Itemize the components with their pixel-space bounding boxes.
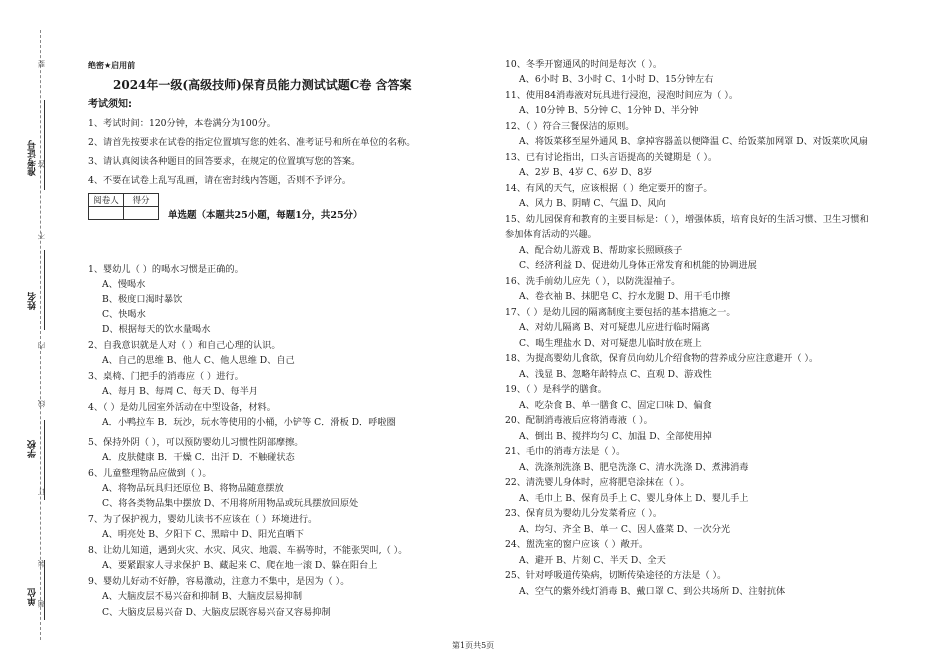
question-options: A、风力 B、阴晴 C、气温 D、风向 (519, 198, 666, 209)
question-options: A、洗涤剂洗涤 B、肥皂洗涤 C、清水洗涤 D、煮沸消毒 (519, 462, 749, 473)
question-stem: 14、有风的天气，应该根据（ ）绝定要开的窗子。 (505, 183, 713, 194)
seal-mark: 题 (37, 600, 46, 608)
seal-mark: 内 (37, 342, 46, 350)
question-options: A、要紧跟家人寻求保护 B、藏起来 C、爬在地一滚 D、躲在阳台上 (102, 560, 378, 571)
question-options: A、2岁 B、4岁 C、6岁 D、8岁 (519, 167, 653, 178)
secret-label: 绝密★启用前 (88, 61, 136, 70)
question-options: A、每月 B、每周 C、每天 D、每半月 (102, 386, 258, 397)
question-stem: 11、使用84消毒液对玩具进行浸泡，浸泡时间应为（ ）。 (505, 90, 739, 101)
question-options: A、卷衣袖 B、抹肥皂 C、拧水龙腿 D、用干毛巾擦 (519, 291, 731, 302)
question-stem: 3、桌椅、门把手的消毒应（ ）进行。 (88, 371, 244, 382)
question-options: A、将物品玩具归还原位 B、将物品随意摆放 (102, 483, 284, 494)
question-options: 参加体育活动的兴趣。 (505, 229, 597, 240)
question-stem: 24、盥洗室的窗户应该（ ）敞开。 (505, 539, 649, 550)
unit-label: 单位 (28, 588, 38, 606)
seal-mark: 装 (37, 560, 46, 568)
question-options: A、均匀、齐全 B、单一 C、因人盛菜 D、一次分光 (519, 524, 731, 535)
question-stem: 19、（ ）是科学的膳食。 (505, 384, 607, 395)
question-stem: 23、保育员为婴幼儿分发菜肴应（ ）。 (505, 508, 663, 519)
name-label: 姓名 (28, 292, 38, 310)
name-underline (44, 250, 45, 330)
seal-mark: 答 (37, 160, 46, 168)
question-stem: 22、清洗婴儿身体时，应将肥皂涂抹在（ ）。 (505, 477, 690, 488)
grader-table (88, 193, 159, 220)
score-cell: 得分 (124, 194, 159, 207)
question-options: A、避开 B、片刻 C、半天 D、全天 (519, 555, 666, 566)
binding-margin (0, 0, 62, 671)
question-stem: 17、（ ）是幼儿园的隔离制度主要包括的基本措施之一。 (505, 307, 736, 318)
school-label: 学校 (28, 440, 38, 458)
question-stem: 13、已有讨论指出，口头言语提高的关键期是（ ）。 (505, 152, 718, 163)
seal-line (40, 30, 41, 640)
question-stem: 5、保持外阴（ ），可以预防婴幼儿习惯性阴部摩擦。 (88, 437, 304, 448)
question-stem: 10、冬季开窗通风的时间是每次（ ）。 (505, 59, 663, 70)
question-stem: 1、婴幼儿（ ）的喝水习惯是正确的。 (88, 264, 244, 275)
instruction-item: 4、不要在试卷上乱写乱画，请在密封线内答题，否则不予评分。 (88, 175, 352, 186)
question-stem: 25、针对呼吸道传染病，切断传染途径的方法是（ ）。 (505, 570, 727, 581)
instructions-title: 考试须知: (88, 99, 132, 110)
exam-id-underline (44, 100, 45, 190)
question-options: A、6小时 B、3小时 C、1小时 D、15分钟左右 (519, 74, 714, 85)
question-options: A、浅显 B、忽略年龄特点 C、直观 D、游戏性 (519, 369, 712, 380)
question-options: A、吃杂食 B、单一膳食 C、固定口味 D、偏食 (519, 400, 712, 411)
page-footer: 第1页共5页 (452, 641, 495, 650)
question-options: A、慢喝水 (102, 279, 146, 290)
grader-input-cell[interactable] (89, 207, 124, 220)
question-options: D、根据每天的饮水量喝水 (102, 324, 211, 335)
question-stem: 4、（ ）是幼儿园室外活动在中型设备，材料。 (88, 402, 276, 413)
instruction-item: 1、考试时间：120分钟，本卷满分为100分。 (88, 118, 276, 129)
question-stem: 15、幼儿园保育和教育的主要目标是：（ ），增强体质，培育良好的生活习惯、卫生习惯和 (505, 214, 869, 225)
question-options: A、将饭菜移至屋外通风 B、拿掉容器盖以便降温 C、给饭菜加网罩 D、对饭菜吹风扇 (519, 136, 868, 147)
question-options: C、经济利益 D、促进幼儿身体正常发育和机能的协调进展 (519, 260, 757, 271)
instruction-item: 3、请认真阅读各种题目的回答要求，在规定的位置填写您的答案。 (88, 156, 361, 167)
exam-id-label: 准考证号 (28, 140, 38, 176)
question-options: A、空气的紫外线灯消毒 B、戴口罩 C、到公共场所 D、注射抗体 (519, 586, 786, 597)
question-options: A、倒出 B、搅拌均匀 C、加温 D、全部使用掉 (519, 431, 712, 442)
question-options: C、喝生理盐水 D、对可疑患儿临时放在班上 (519, 338, 702, 349)
question-stem: 20、配制消毒液后应将消毒液（ ）。 (505, 415, 653, 426)
question-options: A、对幼儿隔离 B、对可疑患儿应进行临时隔离 (519, 322, 710, 333)
question-stem: 8、让幼儿知道，遇到火灾、水灾、风灾、地震、车祸等时，不能张哭叫,（ ）。 (88, 545, 408, 556)
question-options: A．皮肤健康 B．干燥 C．出汗 D．不触碰状态 (102, 452, 295, 463)
question-options: B、极度口渴时暴饮 (102, 294, 183, 305)
question-options: C、快喝水 (102, 309, 146, 320)
seal-mark: 要 (37, 60, 46, 68)
seal-mark: 线 (37, 400, 46, 408)
score-input-cell[interactable] (124, 207, 159, 220)
unit-underline (44, 560, 45, 620)
question-stem: 12、（ ）符合三餐保洁的原则。 (505, 121, 635, 132)
question-stem: 7、为了保护视力，婴幼儿读书不应该在（ ）环境进行。 (88, 514, 318, 525)
page-title: 2024年一级(高级技师)保育员能力测试试题C卷 含答案 (113, 78, 412, 92)
question-options: A、大脑皮层不易兴奋和抑制 B、大脑皮层易抑制 (102, 591, 303, 602)
question-options: C、将各类物品集中摆放 D、不用将所用物品或玩具摆放回原处 (102, 498, 359, 509)
question-options: A、配合幼儿游戏 B、帮助家长照顾孩子 (519, 245, 683, 256)
seal-mark: 不 (37, 232, 46, 240)
question-options: A、毛巾上 B、保育员手上 C、婴儿身体上 D、婴儿手上 (519, 493, 749, 504)
question-stem: 9、婴幼儿好动不好静，容易激动，注意力不集中，是因为（ ）。 (88, 576, 350, 587)
instruction-item: 2、请首先按要求在试卷的指定位置填写您的姓名、准考证号和所在单位的名称。 (88, 137, 416, 148)
question-options: C、大脑皮层易兴奋 D、大脑皮层既容易兴奋又容易抑制 (102, 607, 331, 618)
question-stem: 6、儿童整理物品应做到（ ）。 (88, 468, 212, 479)
question-options: A、10分钟 B、5分钟 C、1分钟 D、半分钟 (519, 105, 699, 116)
question-options: A、明亮处 B、夕阳下 C、黑暗中 D、阳光直晒下 (102, 529, 304, 540)
question-stem: 2、自我意识就是人对（ ）和自己心理的认识。 (88, 340, 281, 351)
section-title: 单选题（本题共25小题，每题1分，共25分） (168, 210, 363, 221)
seal-mark: 订 (37, 488, 46, 496)
question-stem: 21、毛巾的消毒方法是（ ）。 (505, 446, 626, 457)
question-stem: 18、为提高婴幼儿食欲，保育员向幼儿介绍食物的营养成分应注意避开（ ）。 (505, 353, 819, 364)
question-stem: 16、洗手前幼儿应先（ ），以防洗湿袖子。 (505, 276, 681, 287)
question-options: A．小鸭拉车 B．玩沙，玩水等使用的小桶，小铲等 C．滑板 D．呼啦圈 (102, 417, 396, 428)
grader-cell: 阅卷人 (89, 194, 124, 207)
question-options: A、自己的思维 B、他人 C、他人思维 D、自己 (102, 355, 295, 366)
